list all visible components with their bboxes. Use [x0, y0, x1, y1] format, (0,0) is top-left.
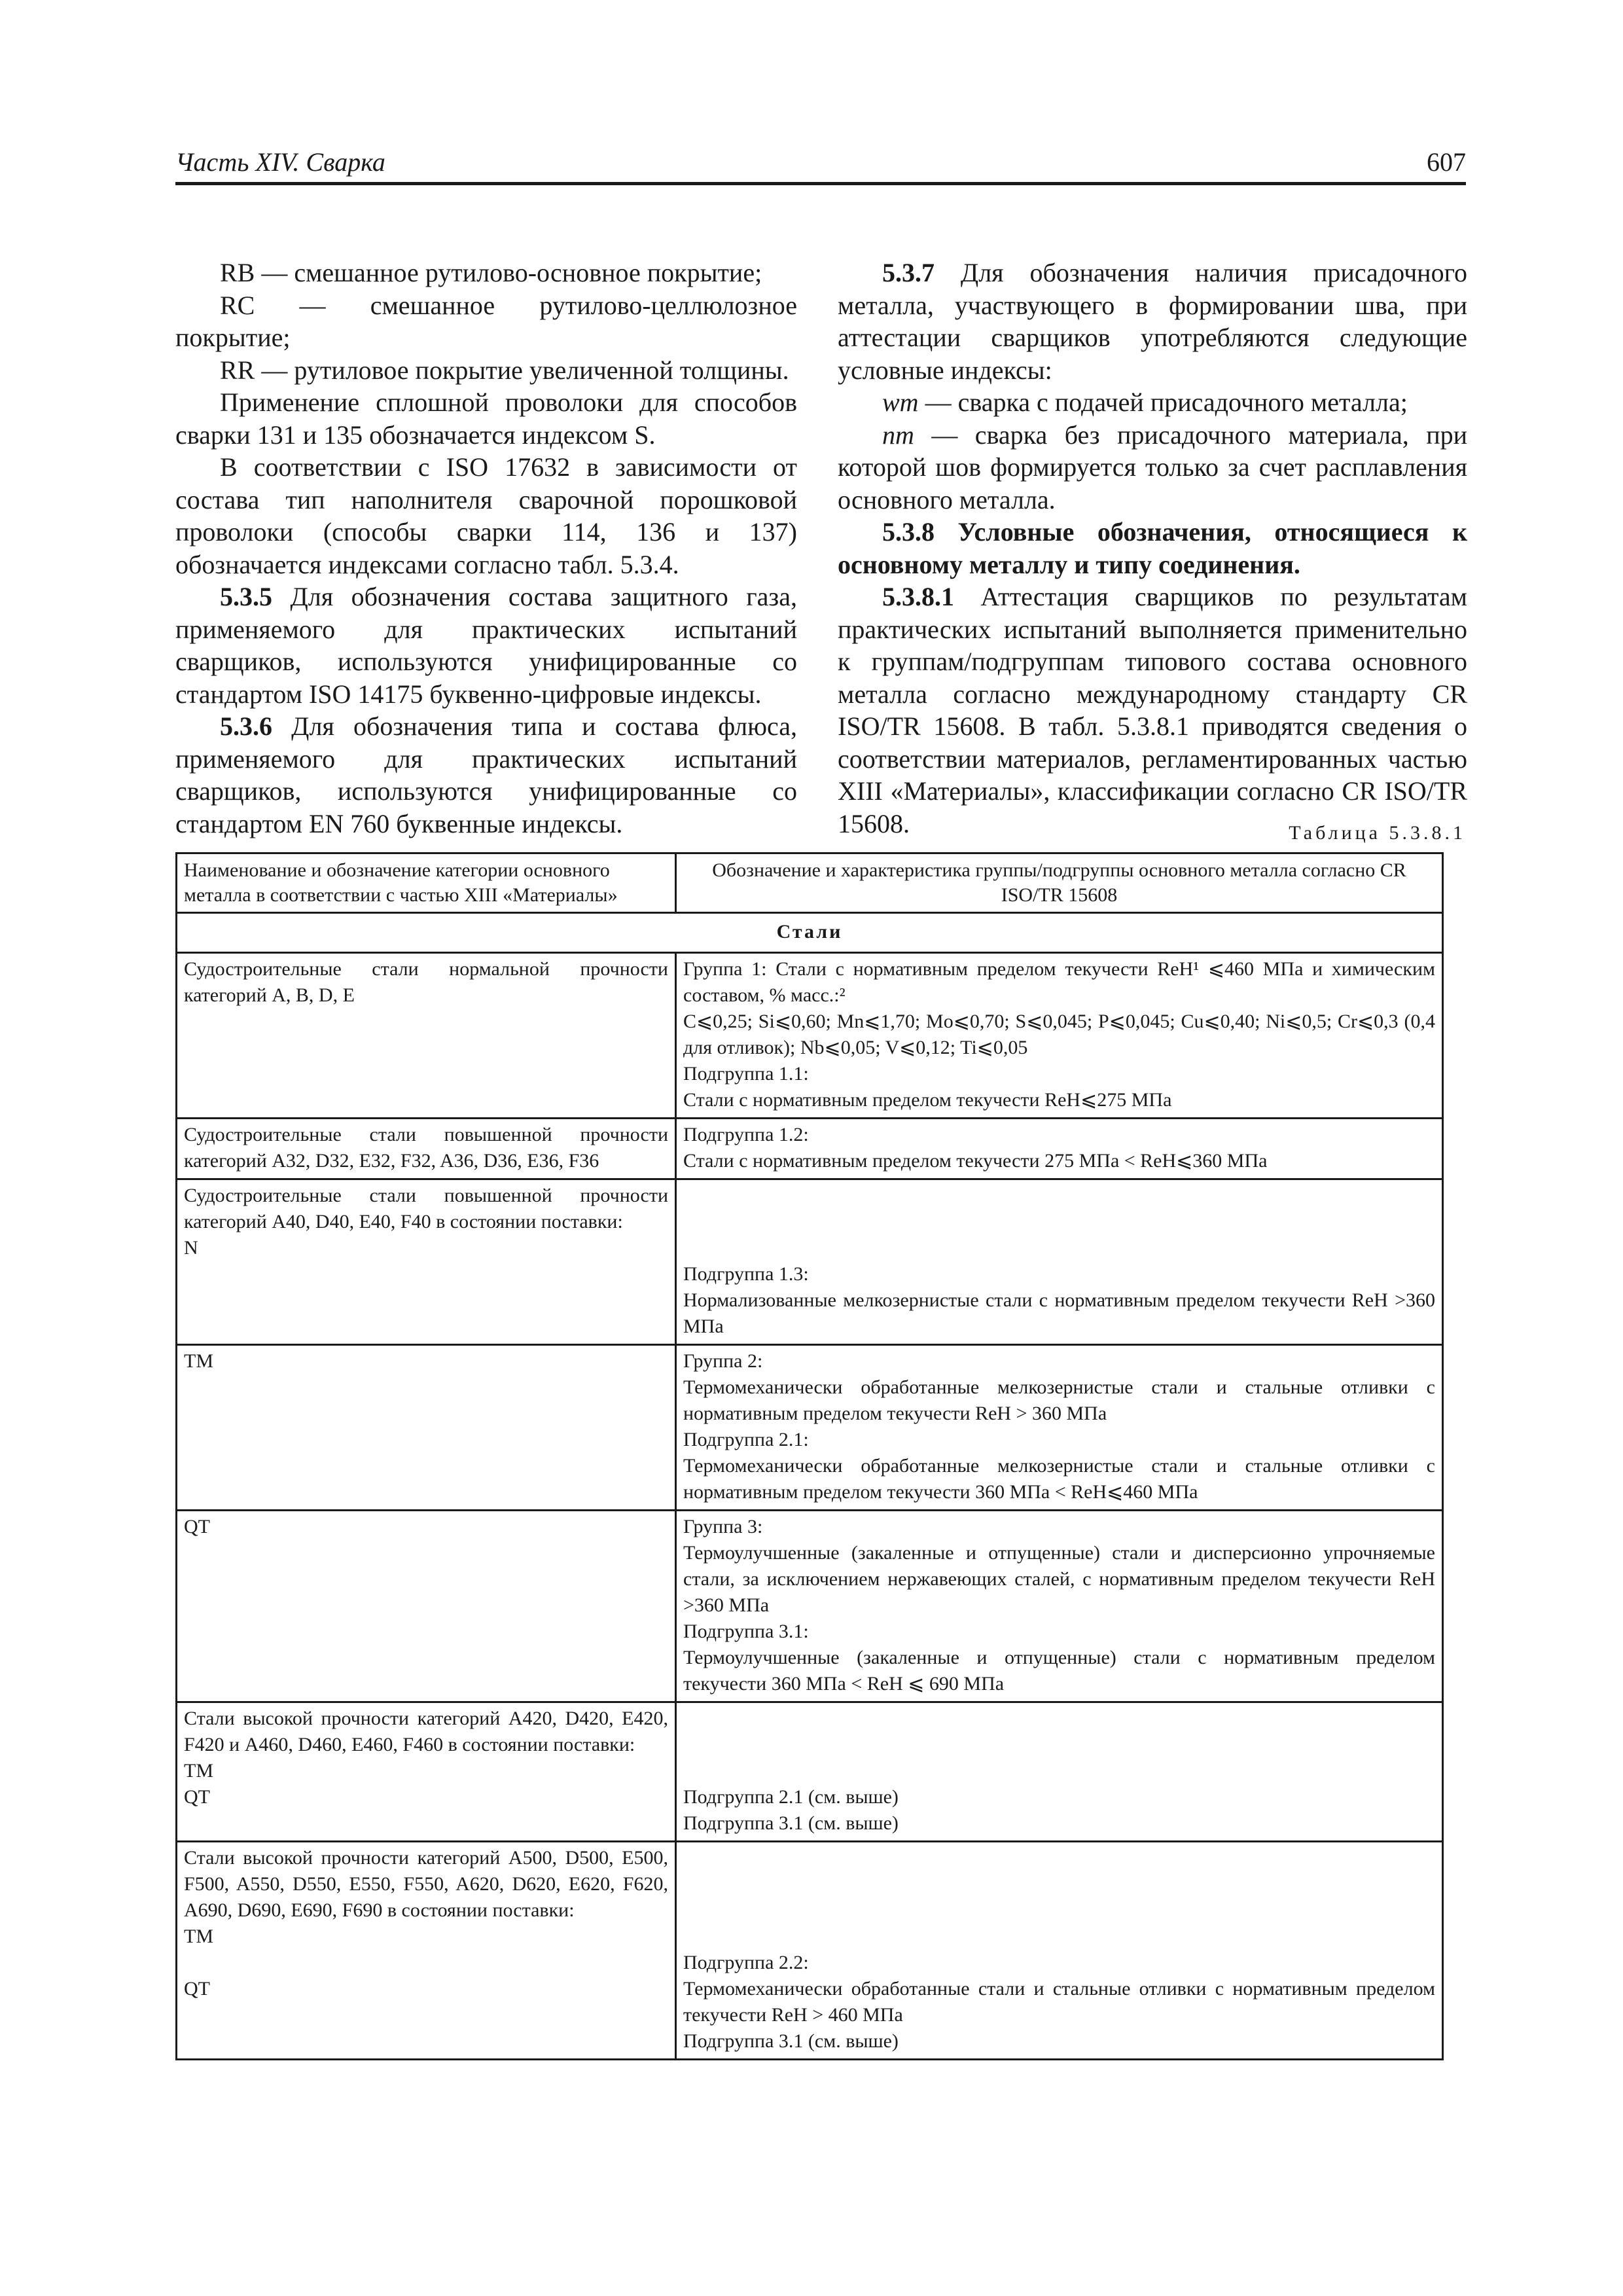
column-header: Обозначение и характеристика группы/подгруппы основного металла согласно CR ISO/TR 15608 — [676, 853, 1443, 913]
page-number: 607 — [1427, 147, 1466, 177]
group-cell — [676, 953, 1443, 1119]
cell-line: Подгруппа 2.1 (см. выше) — [683, 1786, 899, 1808]
section-heading — [838, 516, 1467, 581]
category-cell: Судостроительные стали нормальной прочности категорий A, B, D, E — [177, 953, 676, 1119]
category-cell: QT — [177, 1511, 676, 1702]
cell-line: Термомеханически обработанные стали и стальные отливки с нормативным пределом текучести ReH > 460 МПа — [683, 1978, 1435, 2026]
clause-number: 5.3.8.1 — [882, 582, 954, 611]
cell-line: Подгруппа 3.1 (см. выше) — [683, 1812, 899, 1834]
cell-line: Подгруппа 2.2: — [683, 1952, 809, 1973]
paragraph: RB — смешанное рутилово-основное покрытие; — [220, 258, 762, 287]
cell-spacer — [683, 1235, 1435, 1261]
cell-line: Подгруппа 1.3: — [683, 1263, 809, 1285]
table-caption: Таблица 5.3.8.1 — [1289, 822, 1466, 844]
paragraph: RR — рутиловое покрытие увеличенной толщины. — [220, 355, 789, 385]
cell-line: N — [184, 1237, 198, 1259]
cell-spacer — [683, 1732, 1435, 1758]
cell-line: Подгруппа 1.1: — [683, 1063, 809, 1085]
cell-line: QT — [184, 1978, 210, 2000]
section-heading-text: 5.3.8 Условные обозначения, относящиеся к основному металлу и типу соединения. — [838, 517, 1467, 579]
category-cell — [177, 1702, 676, 1842]
cell-line: Группа 2: — [683, 1350, 763, 1372]
category-cell — [177, 1842, 676, 2060]
clause-text: Для обозначения наличия присадочного металла, участвующего в формировании шва, при аттестации сварщиков употребляются следующие условные индексы: — [838, 258, 1467, 385]
group-cell — [676, 1179, 1443, 1345]
cell-spacer — [683, 1871, 1435, 1897]
cell-line: Подгруппа 3.1 (см. выше) — [683, 2030, 899, 2052]
cell-line: Подгруппа 1.2: — [683, 1124, 809, 1145]
table-row — [177, 1119, 1443, 1179]
cell-line: TM — [184, 1926, 213, 1947]
cell-line: Термомеханически обработанные мелкозернистые стали и стальные отливки с нормативным пределом текучести 360 МПа < ReH⩽460 МПа — [683, 1455, 1435, 1503]
cell-line: QT — [184, 1786, 210, 1808]
cell-line: Группа 1: Стали с нормативным пределом текучести ReH¹ ⩽460 МПа и химическим составом, % масс.:² — [683, 958, 1435, 1006]
category-cell: TM — [177, 1345, 676, 1511]
running-title: Часть XIV. Сварка — [175, 147, 385, 177]
table-row — [177, 1511, 1443, 1702]
cell-spacer — [683, 1924, 1435, 1950]
clause-text: — сварка без присадочного материала, при которой шов формируется только за счет расплавления основного металла. — [838, 420, 1467, 514]
paragraph — [838, 581, 1467, 840]
group-cell — [676, 1702, 1443, 1842]
cell-line: TM — [184, 1760, 213, 1782]
cell-line: Термоулучшенные (закаленные и отпущенные) стали и дисперсионно упрочняемые стали, за исключением нержавеющих сталей, с нормативным пределом текучести ReH >360 МПа — [683, 1542, 1435, 1616]
cell-line: Термоулучшенные (закаленные и отпущенные) стали с нормативным пределом текучести 360 МПа < ReH ⩽ 690 МПа — [683, 1647, 1435, 1695]
cell-line: Судостроительные стали повышенной прочности категорий A40, D40, E40, F40 в состоянии поставки: — [184, 1185, 668, 1232]
group-cell — [676, 1345, 1443, 1511]
cell-spacer — [683, 1758, 1435, 1784]
cell-spacer — [683, 1845, 1435, 1871]
table-row — [177, 1842, 1443, 2060]
cell-spacer — [683, 1897, 1435, 1924]
index-code: wm — [882, 387, 919, 417]
material-groups-table — [175, 852, 1444, 2060]
category-cell — [177, 1179, 676, 1345]
paragraph — [175, 710, 797, 840]
left-column — [175, 257, 797, 840]
cell-line: Стали с нормативным пределом текучести 275 МПа < ReH⩽360 МПа — [683, 1150, 1268, 1172]
cell-spacer — [184, 1950, 668, 1976]
cell-line: Подгруппа 2.1: — [683, 1429, 809, 1450]
table-row — [177, 953, 1443, 1119]
section-row — [177, 913, 1443, 953]
category-cell: Судостроительные стали повышенной прочности категорий A32, D32, E32, F32, A36, D36, E36, F36 — [177, 1119, 676, 1179]
cell-line: Нормализованные мелкозернистые стали с нормативным пределом текучести ReH >360 МПа — [683, 1289, 1435, 1337]
group-cell — [676, 1842, 1443, 2060]
clause-number: 5.3.7 — [882, 258, 935, 287]
table-row — [177, 1179, 1443, 1345]
right-column — [838, 257, 1467, 840]
clause-number: 5.3.6 — [220, 711, 272, 741]
paragraph — [175, 581, 797, 710]
paragraph: RC — смешанное рутилово-целлюлозное покрытие; — [175, 290, 797, 352]
paragraph — [838, 386, 1467, 419]
group-cell — [676, 1119, 1443, 1179]
clause-text: Для обозначения состава защитного газа, применяемого для практических испытаний сварщиков, используются унифицированные со стандартом ISO 14175 буквенно-цифровые индексы. — [175, 582, 797, 709]
table-row — [177, 1702, 1443, 1842]
paragraph: Применение сплошной проволоки для способов сварки 131 и 135 обозначается индексом S. — [175, 387, 797, 450]
table-row — [177, 1345, 1443, 1511]
paragraph — [838, 257, 1467, 386]
paragraph — [838, 419, 1467, 516]
column-header: Наименование и обозначение категории основного металла в соответствии с частью XIII «Материалы» — [177, 853, 676, 913]
section-title: Стали — [177, 913, 1443, 953]
index-code: nm — [882, 420, 914, 450]
cell-line: Стали с нормативным пределом текучести ReH⩽275 МПа — [683, 1089, 1172, 1111]
clause-number: 5.3.5 — [220, 582, 272, 611]
table-header-row — [177, 853, 1443, 913]
clause-text: Для обозначения типа и состава флюса, применяемого для практических испытаний сварщиков, используются унифицированные со стандартом EN 760 буквенные индексы. — [175, 711, 797, 838]
cell-line: Термомеханически обработанные мелкозернистые стали и стальные отливки с нормативным пределом текучести ReH > 360 МПа — [683, 1376, 1435, 1424]
group-cell — [676, 1511, 1443, 1702]
cell-spacer — [683, 1706, 1435, 1732]
clause-text: Аттестация сварщиков по результатам практических испытаний выполняется применительно к группам/подгруппам типового состава основного металла согласно международному стандарту CR ISO/TR 15608. В табл. 5.3.8.1 приводятся сведения о соответствии материалов, регламентированных частью XIII «Материалы», классификации согласно CR ISO/TR 15608. — [838, 582, 1467, 838]
cell-line: C⩽0,25; Si⩽0,60; Mn⩽1,70; Mo⩽0,70; S⩽0,045; P⩽0,045; Cu⩽0,40; Ni⩽0,5; Cr⩽0,3 (0,4 для отливок); Nb⩽0,05; V⩽0,12; Ti⩽0,05 — [683, 1011, 1435, 1058]
cell-line: Подгруппа 3.1: — [683, 1621, 809, 1642]
clause-text: — сварка с подачей присадочного металла; — [918, 387, 1408, 417]
cell-spacer — [683, 1209, 1435, 1235]
paragraph: В соответствии с ISO 17632 в зависимости от состава тип наполнителя сварочной порошковой проволоки (способы сварки 114, 136 и 137) обозначается индексами согласно табл. 5.3.4. — [175, 452, 797, 579]
cell-line: Группа 3: — [683, 1516, 763, 1537]
cell-line: Стали высокой прочности категорий A500, D500, E500, F500, A550, D550, E550, F550, A620, D620, E620, F620, A690, D690, E690, F690 в состоянии поставки: — [184, 1847, 668, 1921]
cell-spacer — [683, 1183, 1435, 1209]
cell-line: Стали высокой прочности категорий A420, D420, E420, F420 и A460, D460, E460, F460 в состоянии поставки: — [184, 1708, 668, 1755]
page-header — [175, 143, 1466, 185]
